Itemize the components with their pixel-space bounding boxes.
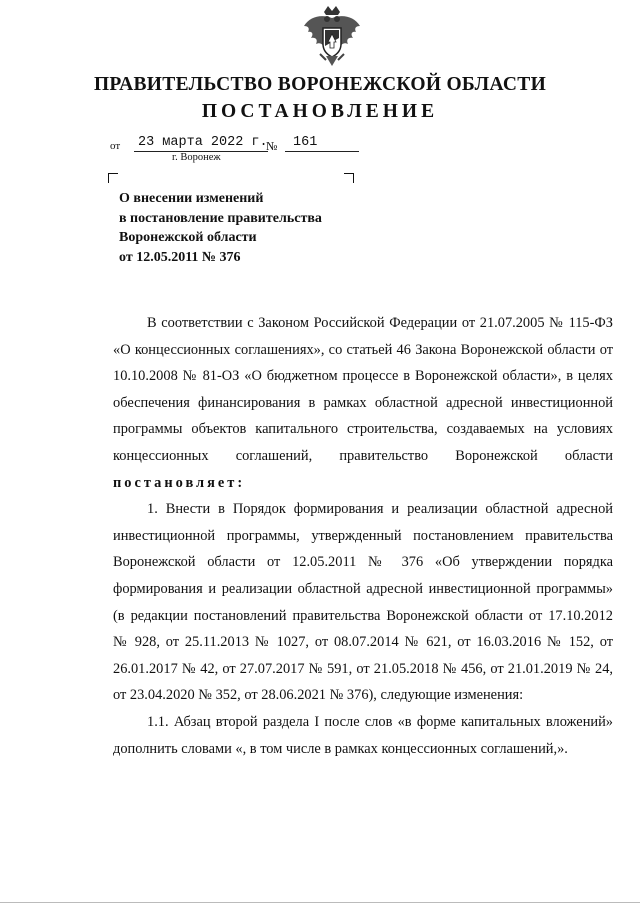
item-1-paragraph: 1. Внести в Порядок формирования и реализации областной адресной инвестиционной программы, утвержденный постановлением правительства Воронежской области от 12.05.2011 № 376 «Об утверждении порядка формирования и реализации областной адресной инвестиционной программы» (в редакции постановлений правительства Воронежской области от 17.10.2012 № 928, от 25.11.2013 № 1027, от 08.07.2014 № 621, от 16.03.2016 № 152, от 26.01.2017 № 42, от 27.07.2017 № 591, от 21.05.2018 № 456, от 21.01.2019 № 24, от 23.04.2020 № 352, от 28.06.2021 № 376), следующие изменения:	[113, 501, 613, 704]
document-type: ПОСТАНОВЛЕНИЕ	[201, 101, 439, 122]
document-subject	[119, 189, 322, 267]
requisites	[110, 135, 370, 157]
date-prefix: от	[110, 140, 121, 152]
subject-line: в постановление правительства	[119, 210, 322, 226]
document-number: 161	[285, 135, 359, 152]
subject-line: от 12.05.2011 № 376	[119, 249, 241, 265]
coat-of-arms-icon	[298, 4, 366, 70]
city: г. Воронеж	[172, 152, 221, 163]
preamble-text: В соответствии с Законом Российской Федерации от 21.07.2005 № 115-ФЗ «О концессионных соглашениях», со статьей 46 Закона Воронежской области от 10.10.2008 № 81-ОЗ «О бюджетном процессе в Воронежской области», в целях обеспечения финансирования в рамках областной адресной инвестиционной программы объектов капитального строительства, создаваемых на условиях концессионных соглашений, правительство Воронежской области	[113, 315, 613, 464]
preamble-paragraph	[113, 310, 613, 496]
subject-line: Воронежской области	[119, 230, 257, 245]
subject-line: О внесении изменений	[119, 191, 264, 206]
document-body	[113, 310, 613, 762]
corner-bracket-left	[108, 173, 118, 183]
decree-word: постановляет:	[113, 474, 246, 491]
item-1-1-paragraph: 1.1. Абзац второй раздела I после слов «в форме капитальных вложений» дополнить словами «, в том числе в рамках концессионных соглашений,».	[113, 713, 613, 757]
page-edge-divider	[0, 902, 640, 903]
government-title: ПРАВИТЕЛЬСТВО ВОРОНЕЖСКОЙ ОБЛАСТИ	[93, 74, 547, 95]
corner-bracket-right	[344, 173, 354, 183]
number-sign: №	[266, 139, 278, 153]
document-date: 23 марта 2022 г.	[134, 135, 268, 152]
